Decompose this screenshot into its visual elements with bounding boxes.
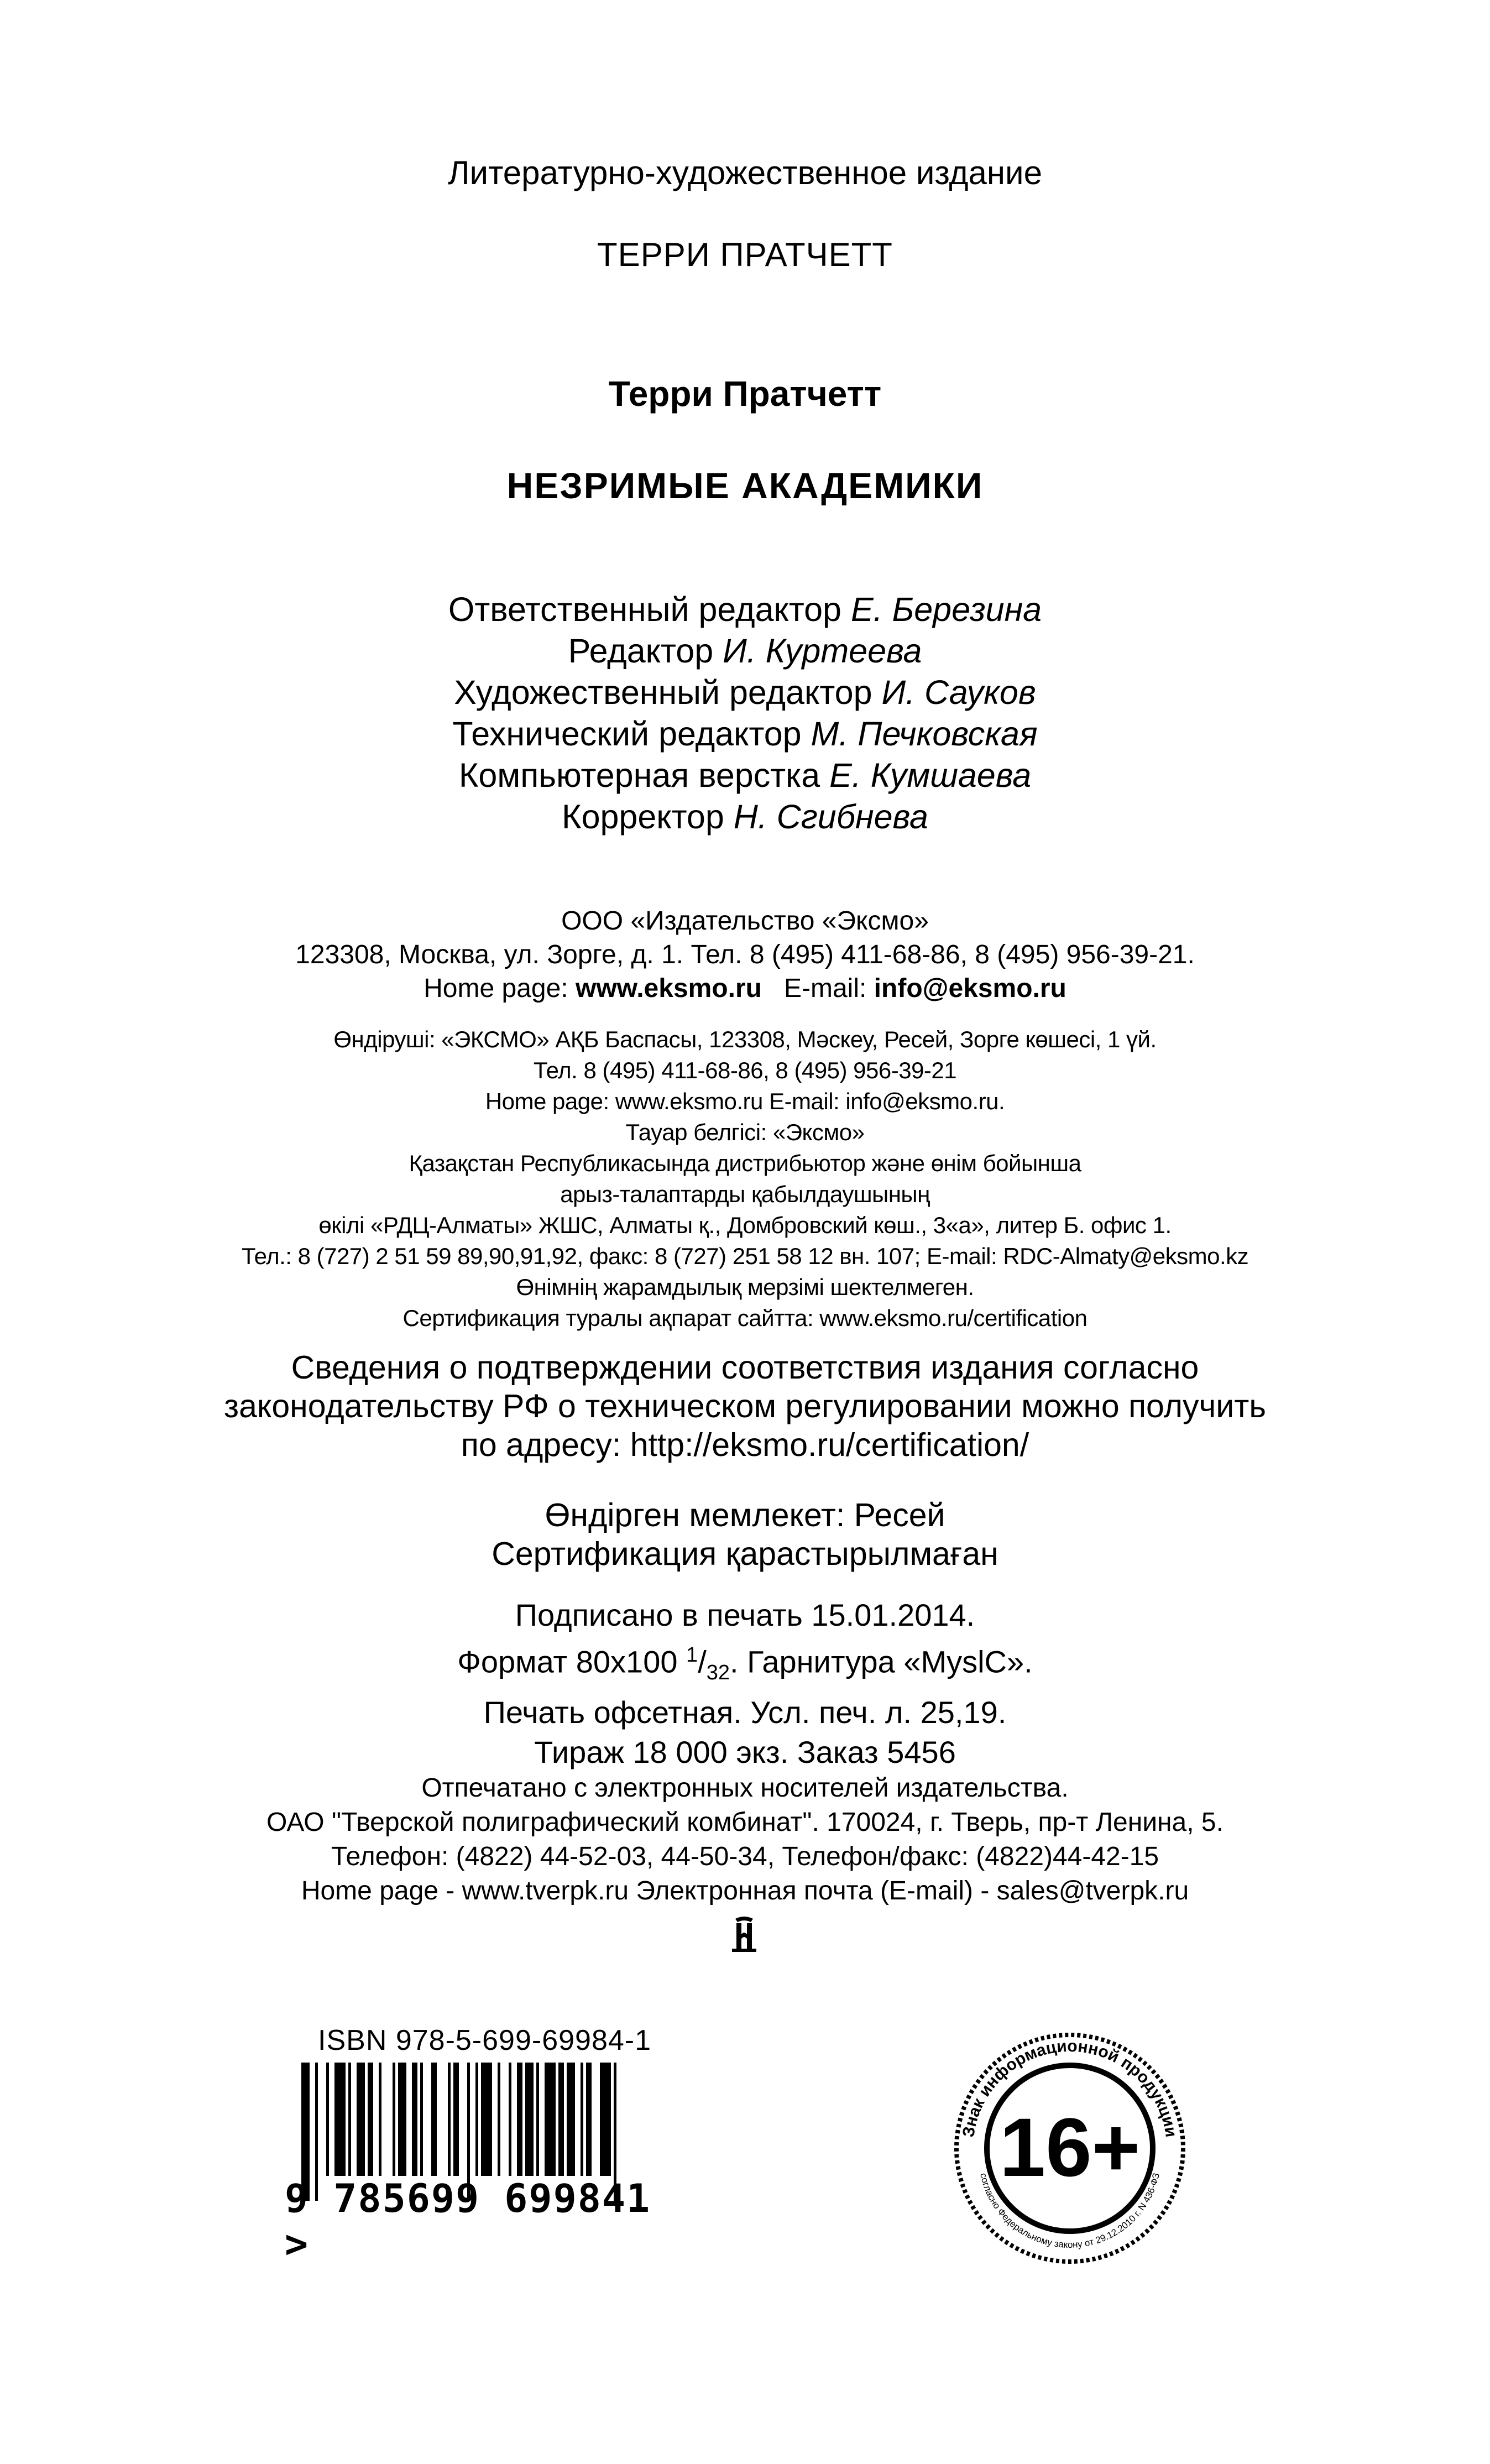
credit-line: Художественный редактор И. Сауков: [454, 674, 1036, 711]
series-name: ТЕРРИ ПРАТЧЕТТ: [597, 236, 893, 273]
barcode-bar: [348, 2063, 351, 2176]
barcode: [285, 2063, 683, 2267]
kazakh-line: Өндіруші: «ЭКСМО» АҚБ Баспасы, 123308, Мәскеу, Ресей, Зорге көшесі, 1 үй.: [333, 1026, 1157, 1052]
printing-line: Печать офсетная. Усл. печ. л. 25,19.: [483, 1694, 1007, 1730]
publisher-contacts: Home page: www.eksmo.ru E-mail: info@eksmo.ru: [424, 974, 1066, 1003]
barcode-bar: [517, 2063, 522, 2176]
barcode-bar: [357, 2063, 365, 2176]
barcode-bar: [558, 2063, 564, 2176]
barcode-bar: [368, 2063, 373, 2176]
barcode-bar: [412, 2063, 417, 2176]
printer-line: Home page - www.tverpk.ru Электронная почта (E-mail) - sales@tverpk.ru: [301, 1876, 1189, 1906]
edition-type: Литературно-художественное издание: [448, 154, 1042, 191]
barcode-bar: [448, 2063, 451, 2176]
signed-date: Подписано в печать 15.01.2014.: [515, 1598, 975, 1632]
cert-line: законодательству РФ о техническом регулировании можно получить: [224, 1388, 1266, 1424]
cert-line: Сведения о подтверждении соответствия издания согласно: [291, 1349, 1199, 1386]
kazakh-line: Қазақстан Республикасында дистрибьютор және өнім бойынша: [409, 1150, 1081, 1176]
barcode-bar: [379, 2063, 381, 2176]
barcode-bar: [525, 2063, 534, 2176]
certification-block: [0, 1348, 1490, 1464]
barcode-bar: [586, 2063, 592, 2176]
printer-block: [0, 1771, 1490, 1908]
barcode-bar: [420, 2063, 423, 2176]
barcode-bar: [481, 2063, 492, 2176]
printer-line: Отпечатано с электронных носителей издательства.: [421, 1773, 1069, 1803]
kazakh-line: Тел.: 8 (727) 2 51 59 89,90,91,92, факс: 8 (727) 251 58 12 вн. 107; E-mail: RDC-Almaty@eksmo.kz: [241, 1243, 1249, 1269]
country-line: Сертификация қарастырылмаған: [492, 1536, 998, 1572]
printer-logo-icon: [724, 1914, 764, 1954]
kazakh-line: Тел. 8 (495) 411-68-86, 8 (495) 956-39-21: [533, 1057, 957, 1083]
run-line: Тираж 18 000 экз. Заказ 5456: [534, 1734, 956, 1769]
barcode-bar: [431, 2063, 437, 2176]
kazakh-line: Home page: www.eksmo.ru E-mail: info@eksmo.ru.: [485, 1088, 1005, 1114]
credit-line: Редактор И. Куртеева: [568, 632, 922, 670]
format-line: Формат 80x100 $^1/_{32}$. Гарнитура «MyslC».: [457, 1643, 1033, 1684]
kazakh-line: өкілі «РДЦ-Алматы» ЖШС, Алматы қ., Домбровский көш., 3«а», литер Б. офис 1.: [318, 1212, 1172, 1238]
credit-line: Ответственный редактор Е. Березина: [448, 591, 1042, 628]
credit-line: Компьютерная верстка Е. Кумшаева: [458, 756, 1032, 794]
printer-line: Телефон: (4822) 44-52-03, 44-50-34, Телефон/факс: (4822)44-42-15: [331, 1842, 1159, 1871]
kazakh-line: Тауар белгісі: «Эксмо»: [625, 1119, 865, 1145]
barcode-bar: [393, 2063, 395, 2176]
credit-line: Технический редактор М. Печковская: [452, 715, 1038, 753]
kazakh-info-block: [0, 1024, 1490, 1334]
publisher-name: ООО «Издательство «Эксмо»: [561, 906, 929, 936]
barcode-bar: [545, 2063, 556, 2176]
cert-line: по адресу: http://eksmo.ru/certification/: [461, 1427, 1029, 1463]
book-title: НЕЗРИМЫЕ АКАДЕМИКИ: [506, 465, 984, 506]
barcode-bar: [453, 2063, 459, 2176]
printer-line: ОАО "Тверской полиграфический комбинат". 170024, г. Тверь, пр-т Ленина, 5.: [266, 1808, 1224, 1837]
book-author: Терри Пратчетт: [608, 374, 882, 414]
credits-block: [0, 589, 1490, 838]
barcode-bar: [326, 2063, 329, 2176]
kazakh-line: арыз-талаптарды қабылдаушының: [560, 1181, 930, 1207]
kazakh-line: Сертификация туралы ақпарат сайтта: www.eksmo.ru/certification: [402, 1305, 1088, 1331]
badge-arc-text: Знак информационной продукции: [959, 2037, 1180, 2139]
barcode-digits: 9 785699 699841 >: [285, 2176, 651, 2267]
barcode-bar: [398, 2063, 406, 2176]
print-info-block: [0, 1595, 1490, 1772]
barcode-bar: [498, 2063, 500, 2176]
isbn-text: ISBN 978-5-699-69984-1: [318, 2024, 652, 2056]
barcode-bar: [567, 2063, 575, 2176]
barcode-bar: [600, 2063, 611, 2176]
credit-line: Корректор Н. Сгибнева: [562, 798, 928, 836]
barcode-bar: [509, 2063, 511, 2176]
country-block: [0, 1496, 1490, 1573]
age-rating-text: 16+: [999, 2101, 1141, 2194]
badge-arc-text-bottom: согласно Федеральному закону от 29.12.2010 г. N 436-ФЗ: [978, 2171, 1162, 2250]
barcode-bar: [475, 2063, 478, 2176]
country-line: Өндірген мемлекет: Ресей: [545, 1497, 945, 1533]
kazakh-line: Өнімнің жарамдылық мерзімі шектелмеген.: [516, 1274, 974, 1300]
publisher-address: 123308, Москва, ул. Зорге, д. 1. Тел. 8 (495) 411-68-86, 8 (495) 956-39-21.: [295, 940, 1195, 969]
publisher-block: [0, 904, 1490, 1005]
barcode-bar: [334, 2063, 346, 2176]
barcode-bar: [536, 2063, 539, 2176]
age-rating-badge: [940, 2018, 1200, 2278]
barcode-bar: [581, 2063, 583, 2176]
